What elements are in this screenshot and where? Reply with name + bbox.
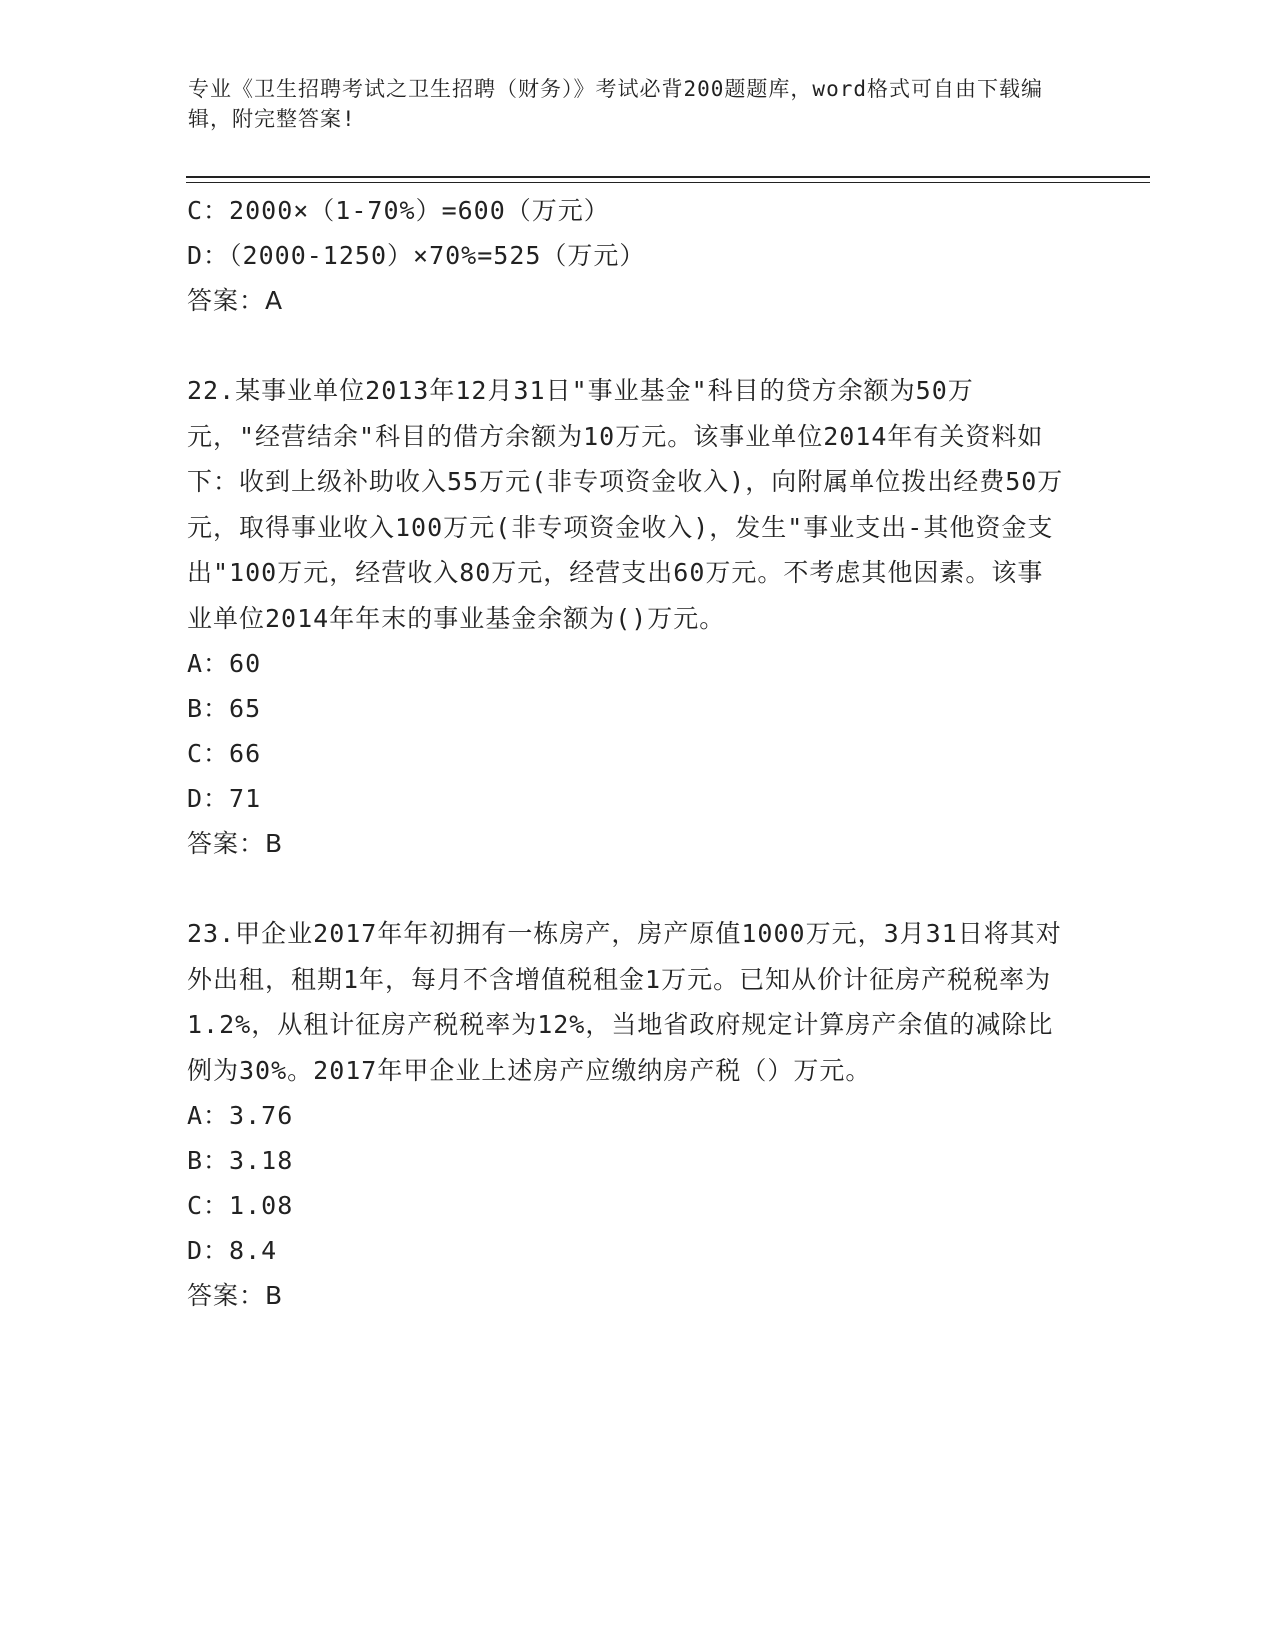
answer-line: 答案：B <box>187 829 284 858</box>
header-divider <box>186 176 1150 178</box>
previous-question-tail <box>187 188 1087 323</box>
spacer <box>187 323 1087 368</box>
answer-line: 答案：B <box>187 1281 284 1310</box>
option-b: B：65 <box>187 694 262 723</box>
answer-line: 答案：A <box>187 286 284 315</box>
question-22 <box>187 368 1087 866</box>
header-divider-thin <box>186 182 1150 183</box>
question-23 <box>187 911 1087 1318</box>
question-stem: 22.某事业单位2013年12月31日"事业基金"科目的贷方余额为50万元，"经营结余"科目的借方余额为10万元。该事业单位2014年有关资料如下：收到上级补助收入55万元(非专项资金收入)，向附属单位拨出经费50万元，取得事业收入100万元(非专项资金收入)，发生"事业支出-其他资金支出"100万元，经营收入80万元，经营支出60万元。不考虑其他因素。该事业单位2014年年末的事业基金余额为()万元。 <box>187 376 1064 633</box>
option-c: C：66 <box>187 739 262 768</box>
document-header: 专业《卫生招聘考试之卫生招聘（财务）》考试必背200题题库，word格式可自由下载编辑，附完整答案! <box>188 77 1043 131</box>
option-c: C：1.08 <box>187 1191 294 1220</box>
question-content <box>187 188 1087 1318</box>
option-d: D：8.4 <box>187 1236 278 1265</box>
option-d: D：71 <box>187 784 262 813</box>
option-a: A：3.76 <box>187 1101 294 1130</box>
spacer <box>187 866 1087 911</box>
option-c: C：2000×（1-70%）=600（万元） <box>187 196 610 225</box>
option-d: D：（2000-1250）×70%=525（万元） <box>187 241 646 270</box>
option-a: A：60 <box>187 649 262 678</box>
option-b: B：3.18 <box>187 1146 294 1175</box>
question-stem: 23.甲企业2017年年初拥有一栋房产，房产原值1000万元，3月31日将其对外出租，租期1年，每月不含增值税租金1万元。已知从价计征房产税税率为1.2%，从租计征房产税税率为12%，当地省政府规定计算房产余值的减除比例为30%。2017年甲企业上述房产应缴纳房产税（）万元。 <box>187 919 1062 1085</box>
